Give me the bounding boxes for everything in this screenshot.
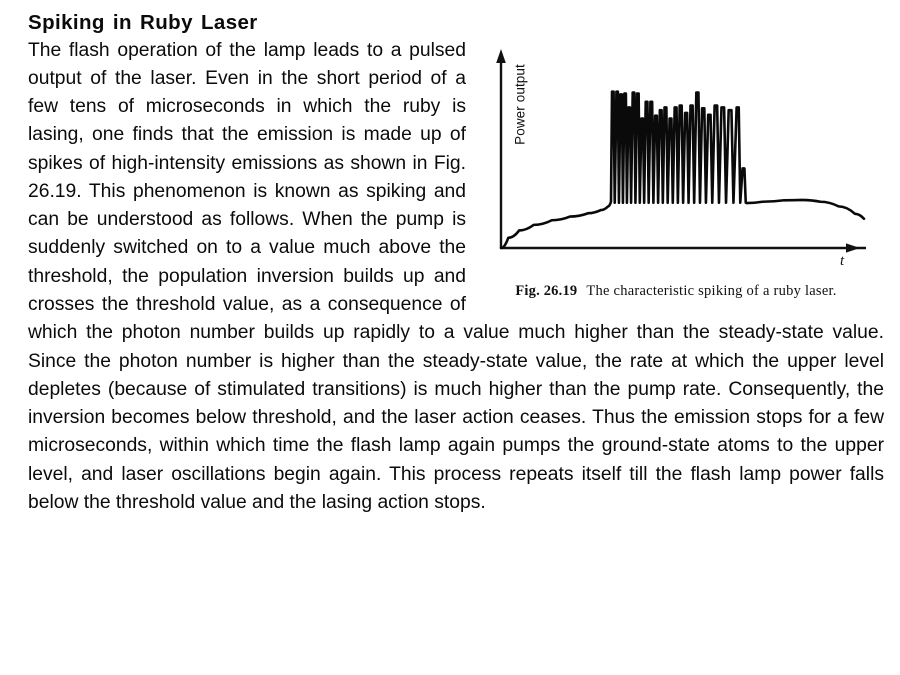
y-axis-label: Power output [512,63,528,145]
y-axis-arrow-icon [496,49,506,63]
x-axis [501,243,866,252]
figure-canvas [466,41,886,281]
figure-26-19 [466,41,886,300]
figure-caption-text: The characteristic spiking of a ruby laser. [586,282,837,299]
figure-number: Fig. 26.19 [515,282,578,299]
power-output-trace [501,91,864,247]
body-paragraph: The flash operation of the lamp leads to a pulsed output of the laser. Even in the short period of a few tens of microseconds in which the ruby is lasing, one finds that the emission is made up of spikes of high-intensity emissions as shown in Fig. 26.19. This phenomenon is known as spiking and can be understood as follows. When the pump is suddenly switched on to a value much above the threshold, the population inversion builds up and crosses the threshold value, as a consequence of which the photon number builds up rapidly to a value much higher than the steady-state value. Since the photon number is higher than the steady-state value, the rate at which the upper level depletes (because of stimulated transitions) is much higher than the pump rate. Consequently, the inversion becomes below threshold, and the laser action ceases. Thus the emission stops for a few microseconds, within which time the flash lamp again pumps the ground-state atoms to the upper level, and laser oscillations begin again. This process repeats itself till the flash lamp power falls below the threshold value and the lasing action stops. [28,39,884,513]
section-heading: Spiking in Ruby Laser [28,11,258,34]
spiking-plot-svg [466,41,886,281]
y-axis [496,49,506,248]
x-axis-arrow-icon [846,243,860,252]
figure-caption [466,283,886,300]
x-axis-label: t [840,252,845,269]
content-area [14,37,886,518]
